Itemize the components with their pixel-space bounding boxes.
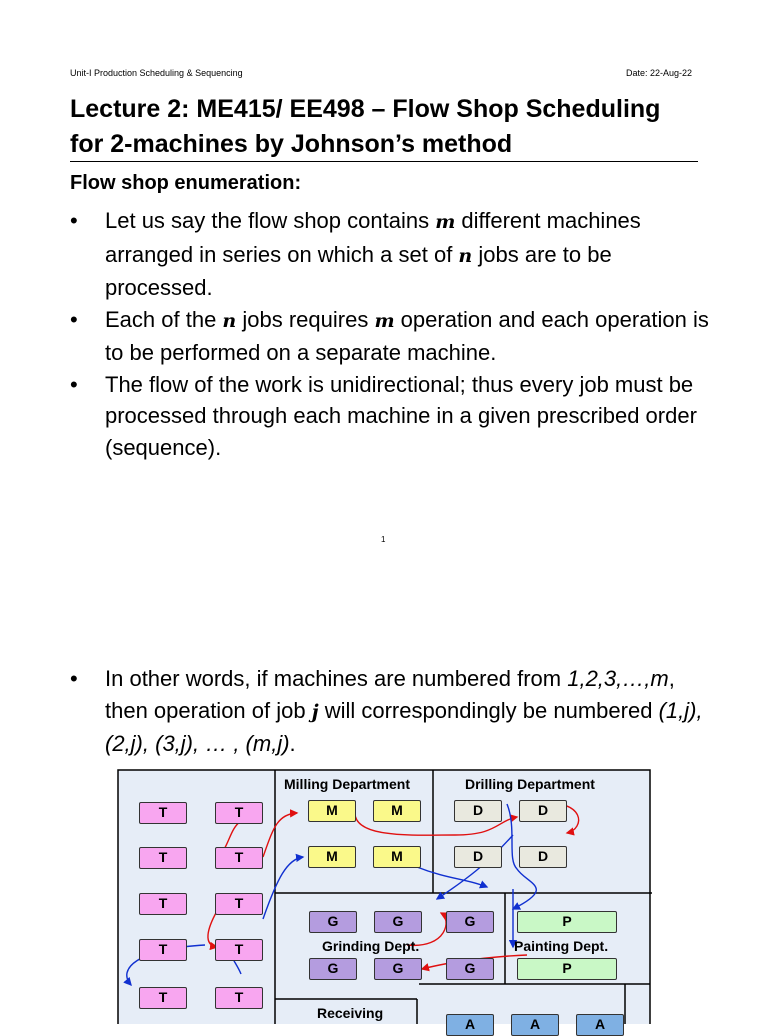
lecture-title: [70, 92, 700, 162]
turning-machine: T: [139, 847, 187, 869]
painting-department-label: Painting Dept.: [514, 938, 609, 954]
bullet-item-4: • In other words, if machines are numbered from 1,2,3,…,m, then operation of job j will correspondingly be numbered (1,j), (2,j), (3,j), … , (m,j).: [70, 663, 710, 760]
page-number: 1: [381, 535, 386, 544]
drilling-machine: D: [519, 800, 567, 822]
grinding-machine: G: [374, 958, 422, 980]
math-var-j: j: [311, 700, 319, 723]
milling-machine: M: [373, 846, 421, 868]
milling-machine: M: [308, 800, 356, 822]
bullet-item-3: • The flow of the work is unidirectional; thus every job must be processed through each machine in a given prescribed order (sequence).: [70, 369, 710, 464]
bullet-list-page1: [70, 205, 710, 463]
assembly-machine: A: [576, 1014, 624, 1036]
running-header-title: Unit-I Production Scheduling & Sequencing: [70, 68, 243, 78]
painting-machine: P: [517, 958, 617, 980]
operation-sequence: (1,j), (2,j), (3,j), … , (m,j): [105, 697, 703, 756]
drilling-department-label: Drilling Department: [465, 776, 595, 792]
grinding-machine: G: [309, 911, 357, 933]
drilling-machine: D: [519, 846, 567, 868]
drilling-machine: D: [454, 800, 502, 822]
turning-machine: T: [215, 987, 263, 1009]
grinding-machine: G: [374, 911, 422, 933]
lecture-title-line2: for 2-machines by Johnson’s method: [70, 130, 513, 158]
turning-machine: T: [215, 847, 263, 869]
turning-machine: T: [139, 987, 187, 1009]
math-var-n: n: [222, 309, 237, 332]
process-layout-diagram: [117, 769, 652, 1032]
milling-machine: M: [308, 846, 356, 868]
math-var-m: m: [435, 211, 456, 233]
turning-machine: T: [139, 893, 187, 915]
turning-machine: T: [215, 893, 263, 915]
receiving-department-label: Receiving: [317, 1005, 384, 1021]
turning-machine: T: [215, 802, 263, 824]
turning-machine: T: [215, 939, 263, 961]
running-header-date: Date: 22-Aug-22: [625, 68, 692, 78]
milling-department-label: Milling Department: [284, 776, 411, 792]
bullet-item-1: • Let us say the flow shop contains m different machines arranged in series on which a set of n jobs are to be processed.: [70, 205, 710, 304]
grinding-department-label: Grinding Dept.: [322, 938, 420, 954]
milling-machine: M: [373, 800, 421, 822]
drilling-machine: D: [454, 846, 502, 868]
grinding-machine: G: [309, 958, 357, 980]
lecture-title-line1: Lecture 2: ME415/ EE498 – Flow Shop Scheduling: [70, 95, 661, 123]
math-var-m: m: [374, 309, 395, 332]
bullet-list-page2: [70, 663, 710, 760]
turning-machine: T: [139, 802, 187, 824]
section-heading: Flow shop enumeration:: [70, 172, 302, 194]
machine-number-sequence: 1,2,3,…,m: [567, 666, 669, 691]
assembly-machine: A: [446, 1014, 494, 1036]
title-underline: [70, 161, 698, 162]
assembly-machine: A: [511, 1014, 559, 1036]
bullet-item-2: • Each of the n jobs requires m operation and each operation is to be performed on a separate machine.: [70, 304, 710, 369]
grinding-machine: G: [446, 911, 494, 933]
grinding-machine: G: [446, 958, 494, 980]
math-var-n: n: [458, 244, 473, 267]
painting-machine: P: [517, 911, 617, 933]
turning-machine: T: [139, 939, 187, 961]
